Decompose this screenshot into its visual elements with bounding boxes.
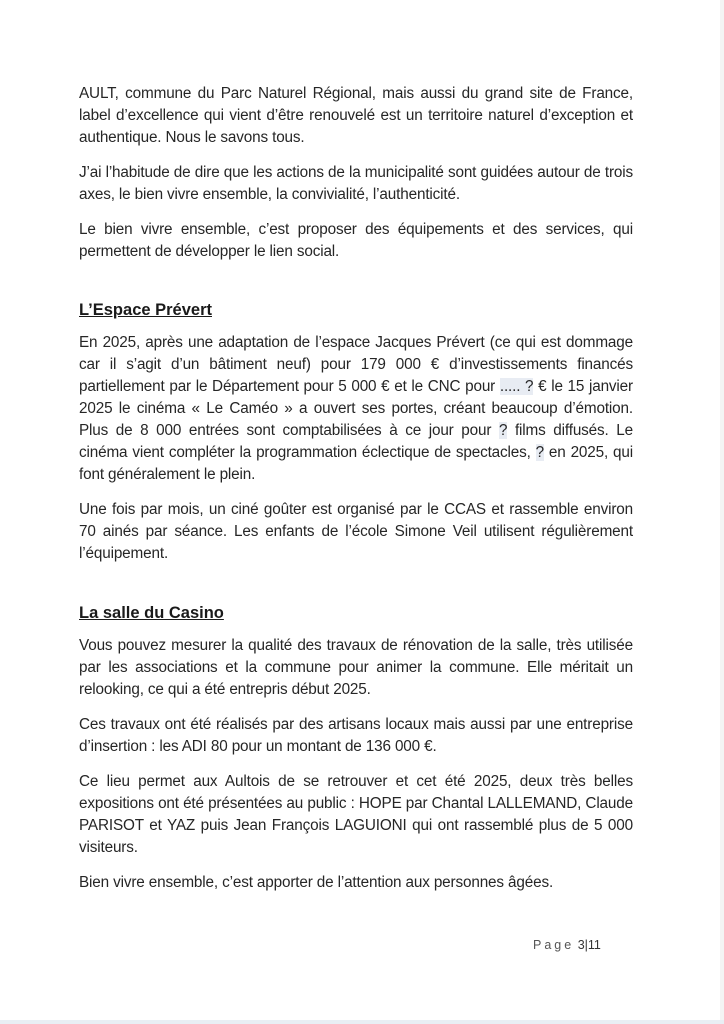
page-footer [533,938,601,952]
prevert-paragraph-2: Une fois par mois, un ciné goûter est organisé par le CCAS et rassemble environ 70 ainés par séance. Les enfants de l’école Simone Veil utilisent régulièrement l’équipement. [79,501,633,562]
page-number: 3 [577,938,585,952]
prevert-paragraph-1 [79,332,633,486]
text-run: En 2025, après une adaptation de l’espace Jacques Prévert (ce qui est dommage car il s’agit d’un bâtiment neuf) pour 179 000 € d’investissements financés partiellement par le Département pour 5 000 € et le CNC pour [79,334,633,395]
casino-paragraph-3: Ce lieu permet aux Aultois de se retrouver et cet été 2025, deux très belles expositions ont été présentées au public : HOPE par Chantal LALLEMAND, Claude PARISOT et YAZ puis Jean François LAGUIONI qui ont rassemblé plus de 5 000 visiteurs. [79,773,633,856]
page-label: Page [533,938,575,952]
text-run: € le 15 janvier 2025 le cinéma « Le Caméo » a ouvert ses portes, créant beaucoup d’émotion. Plus de 8 000 entrées sont comptabilisées à ce jour pour [79,378,633,439]
total-pages: 11 [587,938,601,952]
text-run: films diffusés. Le cinéma vient compléter la programmation éclectique de spectacles, [79,422,634,461]
casino-paragraph-1: Vous pouvez mesurer la qualité des travaux de rénovation de la salle, très utilisée par les associations et la commune pour animer la commune. Elle méritait un relooking, ce qui a été entrepris début 2025. [79,637,633,698]
intro-paragraph-3: Le bien vivre ensemble, c’est proposer des équipements et des services, qui permettent de développer le lien social. [79,221,633,260]
casino-paragraph-4: Bien vivre ensemble, c’est apporter de l’attention aux personnes âgées. [79,874,554,891]
highlighted-placeholder: ? [498,422,508,439]
section-heading-espace-prevert: L’Espace Prévert [79,301,212,319]
scan-edge-right [720,0,724,1024]
page-separator: | [584,938,588,952]
section-heading-salle-casino: La salle du Casino [79,604,224,622]
scan-edge-bottom [0,1020,724,1024]
document-page [79,83,633,907]
text-run: en 2025, qui font généralement le plein. [79,444,633,483]
casino-paragraph-2: Ces travaux ont été réalisés par des artisans locaux mais aussi par une entreprise d’insertion : les ADI 80 pour un montant de 136 000 €. [79,716,633,755]
highlighted-placeholder: ? [535,444,545,461]
highlighted-placeholder: ..... ? [499,378,534,395]
intro-paragraph-2: J’ai l’habitude de dire que les actions de la municipalité sont guidées autour de trois axes, le bien vivre ensemble, la convivialité, l’authenticité. [79,164,633,203]
intro-paragraph-1: AULT, commune du Parc Naturel Régional, mais aussi du grand site de France, label d’excellence qui vient d’être renouvelé est un territoire naturel d’exception et authentique. Nous le savons tous. [79,85,633,146]
